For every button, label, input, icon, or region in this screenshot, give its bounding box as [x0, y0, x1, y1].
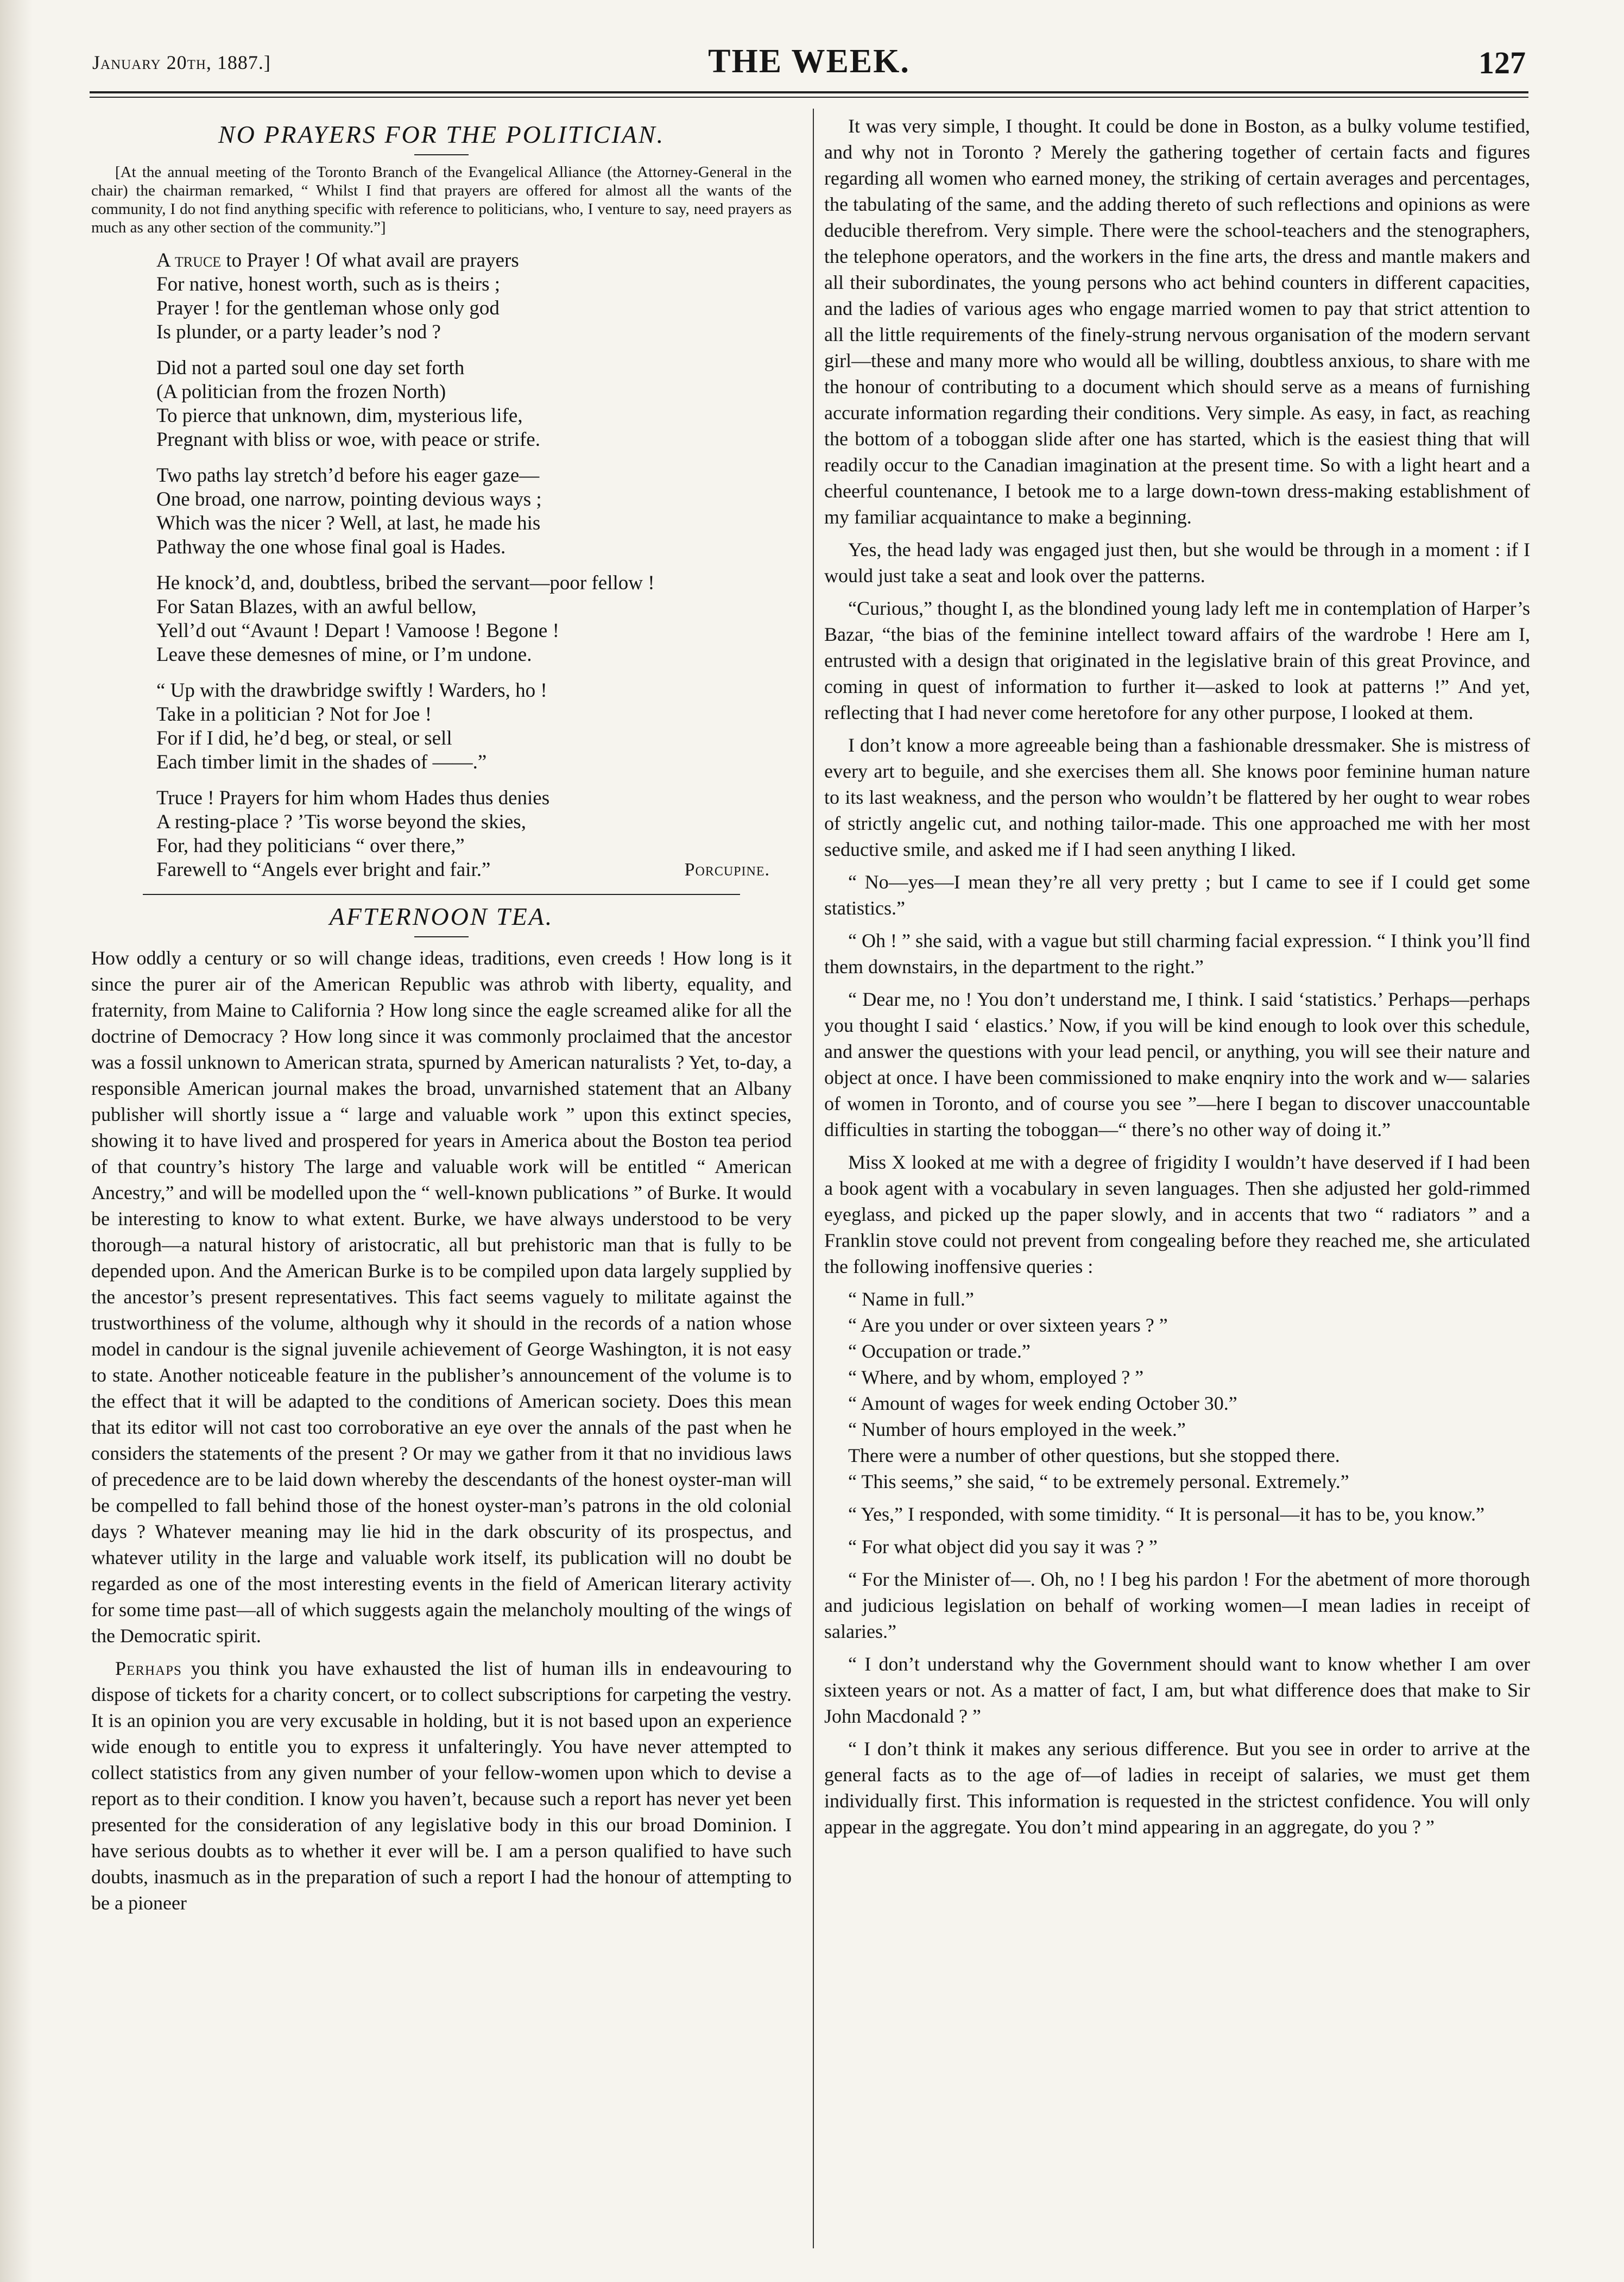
article-paragraph: Perhaps you think you have exhausted the list of human ills in endeavouring to dispose of tickets for a charity concert, or to collect subscriptions for carpeting the vestry. It is an opinion you are very excusable in holding, but it is not based upon an experience wide enough to entitle you to express it unfalteringly. You have never attempted to collect statistics from any given number of your fellow-women upon which to devise a report as to their condition. I know you haven’t, because such a report has never yet been presented for the consideration of any legislative body in this our broad Dominion. I have serious doubts as to whether it ever will be. I am a person qualified to have such doubts, inasmuch as in the preparation of such a report I had the honour of attempting to be a pioneer	[91, 1657, 792, 1914]
poem-stanza	[156, 571, 792, 667]
poem-line: Is plunder, or a party leader’s nod ?	[156, 321, 441, 343]
poem-title: NO PRAYERS FOR THE POLITICIAN.	[218, 121, 665, 148]
poem-line: “ Up with the drawbridge swiftly ! Warders, ho !	[156, 679, 547, 702]
article-paragraph: Miss X looked at me with a degree of frigidity I wouldn’t have deserved if I had been a book agent with a vocabulary in seven languages. Then she adjusted her gold-rimmed eyeglass, and picked up the paper slowly, and in accents that two “ radiators ” and a Franklin stove could not prevent from congealing before they reached me, she articulated the following inoffensive queries :	[824, 1151, 1530, 1277]
article-paragraph: It was very simple, I thought. It could be done in Boston, as a bulky volume testified, and why not in Toronto ? Merely the gathering together of certain facts and figures regarding all women who earned money, the striking of certain averages and percentages, the tabulating of the same, and the adding thereto of such reflections and opinions as were deducible therefrom. Very simple. There were the school-teachers and the stenographers, the telephone operators, and the workers in the fine arts, the dress and mantle makers and all their subordinates, the young persons who act behind counters in different capacities, and the ladies of various ages who engage married women to pay that strict attention to all the little requirements of the finely-strung nervous organisation of the modern servant girl—these and many more who would all be willing, doubtless anxious, to share with me the honour of contributing to a document which should serve as a means of furnishing accurate information regarding their conditions. Very simple. As easy, in fact, as reaching the bottom of a toboggan slide after one has started, which is the easiest thing that will readily occur to the Canadian imagination at the present time. So with a light heart and a cheerful countenance, I betook me to a large down-town dress-making establishment of my familiar acquaintance to make a beginning.	[824, 115, 1530, 528]
article-paragraph: “ For what object did you say it was ? ”	[848, 1536, 1158, 1558]
publication-title: THE WEEK.	[708, 43, 910, 80]
query-line: “ Number of hours employed in the week.”	[848, 1419, 1186, 1440]
poem-stanza	[156, 356, 792, 452]
article-paragraph: Yes, the head lady was engaged just then, but she would be through in a moment : if I would just take a seat and look over the patterns.	[824, 539, 1530, 587]
poem-line: Each timber limit in the shades of ——.”	[156, 751, 487, 773]
poem-line: Which was the nicer ? Well, at last, he made his	[156, 512, 541, 534]
poem-line: Yell’d out “Avaunt ! Depart ! Vamoose ! Begone !	[156, 620, 559, 642]
article-paragraph: “ This seems,” she said, “ to be extremely personal. Extremely.”	[848, 1471, 1349, 1492]
article-paragraph: “ No—yes—I mean they’re all very pretty ; but I came to see if I could get some statistics.”	[824, 871, 1530, 919]
left-column	[91, 113, 792, 1922]
poem-line: For Satan Blazes, with an awful bellow,	[156, 596, 477, 618]
poem-line: (A politician from the frozen North)	[156, 381, 446, 403]
query-line: “ Amount of wages for week ending October 30.”	[848, 1392, 1237, 1414]
poem-stanza	[156, 786, 792, 882]
right-column	[824, 113, 1530, 1846]
query-line: “ Are you under or over sixteen years ? ”	[848, 1314, 1168, 1336]
poem-line: Truce ! Prayers for him whom Hades thus denies	[156, 787, 550, 809]
poem-line: To pierce that unknown, dim, mysterious life,	[156, 405, 523, 427]
article-paragraph: “Curious,” thought I, as the blondined young lady left me in contemplation of Harper’s Bazar, “the bias of the feminine intellect toward affairs of the wardrobe ! Here am I, entrusted with a design that originated in the legislative brain of this great Province, and coming in quest of information to further it—asked to look at patterns !” And yet, reflecting that I had never come heretofore for any other purpose, I looked at them.	[824, 597, 1530, 723]
lead-word: Perhaps	[115, 1657, 182, 1679]
poem-signature: Porcupine.	[684, 860, 770, 880]
issue-date: January 20th, 1887.]	[92, 52, 271, 73]
poem-line: He knock’d, and, doubtless, bribed the servant—poor fellow !	[156, 572, 655, 594]
column-title: AFTERNOON TEA.	[329, 903, 554, 930]
poem-line: Leave these demesnes of mine, or I’m undone.	[156, 644, 532, 666]
poem-stanza	[156, 679, 792, 774]
page-header	[92, 42, 1526, 86]
poem-line: Did not a parted soul one day set forth	[156, 357, 465, 379]
poem-line: For, had they politicians “ over there,”	[156, 835, 465, 857]
poem-stanza	[156, 464, 792, 559]
article-paragraph: “ I don’t understand why the Government should want to know whether I am over sixteen years or not. As a matter of fact, I am, but what difference does that make to Sir John Macdonald ? ”	[824, 1653, 1530, 1727]
poem-line: Pathway the one whose final goal is Hades.	[156, 536, 506, 558]
article-paragraph: I don’t know a more agreeable being than a fashionable dressmaker. She is mistress of every art to beguile, and she exercises them all. She knows poor feminine human nature to its last weakness, and the person who wouldn’t be flattered by her ought to wear robes of strictly angelic cut, and nothing tailor-made. This one approached me with her most seductive smile, and asked me if I had seen anything I liked.	[824, 734, 1530, 860]
poem-first-word: A truce	[156, 249, 222, 272]
poem-line: A resting-place ? ’Tis worse beyond the skies,	[156, 811, 526, 833]
section-divider	[143, 894, 740, 895]
poem-line: Pregnant with bliss or woe, with peace or strife.	[156, 428, 540, 451]
poem-line: A truce to Prayer ! Of what avail are prayers	[156, 249, 519, 272]
title-rule	[414, 936, 469, 937]
article-paragraph: “ Oh ! ” she said, with a vague but still charming facial expression. “ I think you’ll find them downstairs, in the department to the right.”	[824, 930, 1530, 978]
poem-line: Farewell to “Angels ever bright and fair.” Porcupine.	[156, 859, 770, 881]
query-line: “ Occupation or trade.”	[848, 1340, 1031, 1362]
poem-line: For if I did, he’d beg, or steal, or sell	[156, 727, 452, 749]
query-line: “ Where, and by whom, employed ? ”	[848, 1366, 1144, 1388]
editor-note: [At the annual meeting of the Toronto Branch of the Evangelical Alliance (the Attorney-General in the chair) the chairman remarked, “ Whilst I find that prayers are offered for almost all the wants of the community, I do not find anything specific with reference to politicians, who, I venture to say, need prayers as much as any other section of the community.”]	[91, 163, 792, 236]
article-paragraph: “ I don’t think it makes any serious difference. But you see in order to arrive at the general facts as to the age of—of ladies in receipt of salaries, we must get them individually first. This information is requested in the strictest confidence. You will only appear in the aggregate. You don’t mind appearing in an aggregate, do you ? ”	[824, 1738, 1530, 1838]
query-line: “ Name in full.”	[848, 1288, 974, 1310]
title-rule	[414, 154, 469, 155]
scan-edge	[0, 0, 33, 2282]
article-paragraph: How oddly a century or so will change ideas, traditions, even creeds ! How long is it since the purer air of the American Republic was athrob with liberty, equality, and fraternity, from Maine to California ? How long since the eagle screamed alike for all the doctrine of Democracy ? How long since it was commonly proclaimed that the ancestor was a fossil unknown to American strata, spurned by American naturalists ? Yet, to-day, a responsible American journal makes the broad, unvarnished statement that an Albany publisher will shortly issue a “ large and valuable work ” upon this extinct species, showing it to have lived and prospered for years in America about the Boston tea period of that country’s history The large and valuable work will be entitled “ American Ancestry,” and will be modelled upon the “ well-known publications ” of Burke. It would be interesting to know to what extent. Burke, we have always understood to be very thorough—a natural history of aristocratic, all but prehistoric man that is fully to be depended upon. And the American Burke is to be compiled upon data largely supplied by the ancestor’s present representatives. This fact seems vaguely to militate against the trustworthiness of the volume, although why it should in the records of a nation whose model in candour is the signal juvenile achievement of George Washington, it is not easy to state. Another noticeable feature in the publisher’s announcement of the volume is to the effect that it will be adapted to the conditions of American society. Does this mean that its editor will not cast too corroborative an eye over the annals of the past when he considers the statements of the present ? Or may we gather from it that no invidious laws of precedence are to be laid down whereby the descendants of the honest oyster-man will be compelled to fall behind those of the honest oyster-man’s patrons in the old colonial days ? Whatever meaning may lie hid in the dark obscurity of its prospectus, and whatever utility in the large and valuable work itself, its publication will no doubt be regarded as one of the most interesting events in the field of American literary activity for some time past—all of which suggests again the melancholy moulting of the wings of the Democratic spirit.	[91, 947, 792, 1647]
poem-line: One broad, one narrow, pointing devious ways ;	[156, 488, 542, 510]
poem-line: Prayer ! for the gentleman whose only god	[156, 297, 500, 319]
column-divider	[813, 109, 814, 2248]
poem-line: For native, honest worth, such as is theirs ;	[156, 273, 501, 295]
article-paragraph: “ Dear me, no ! You don’t understand me, I think. I said ‘statistics.’ Perhaps—perhaps you thought I said ‘ elastics.’ Now, if you will be kind enough to look over this schedule, and answer the questions with your lead pencil, or anything, you will see their nature and object at once. I have been commissioned to make enqniry into the work and w— salaries of women in Toronto, and of course you see ”—here I began to discover unaccountable difficulties in starting the toboggan—“ there’s no other way of doing it.”	[824, 988, 1530, 1140]
article-paragraph: “ Yes,” I responded, with some timidity. “ It is personal—it has to be, you know.”	[848, 1503, 1485, 1525]
poem-line: Take in a politician ? Not for Joe !	[156, 703, 432, 726]
header-rule-thin	[90, 97, 1528, 98]
query-line: There were a number of other questions, but she stopped there.	[848, 1445, 1340, 1466]
poem-line: Two paths lay stretch’d before his eager gaze—	[156, 464, 540, 487]
page-number: 127	[1478, 45, 1526, 80]
poem-stanza	[156, 249, 792, 344]
article-paragraph: “ For the Minister of—. Oh, no ! I beg his pardon ! For the abetment of more thorough and judicious legislation on behalf of working women—I mean ladies in receipt of salaries.”	[824, 1568, 1530, 1642]
header-rule	[90, 91, 1528, 93]
